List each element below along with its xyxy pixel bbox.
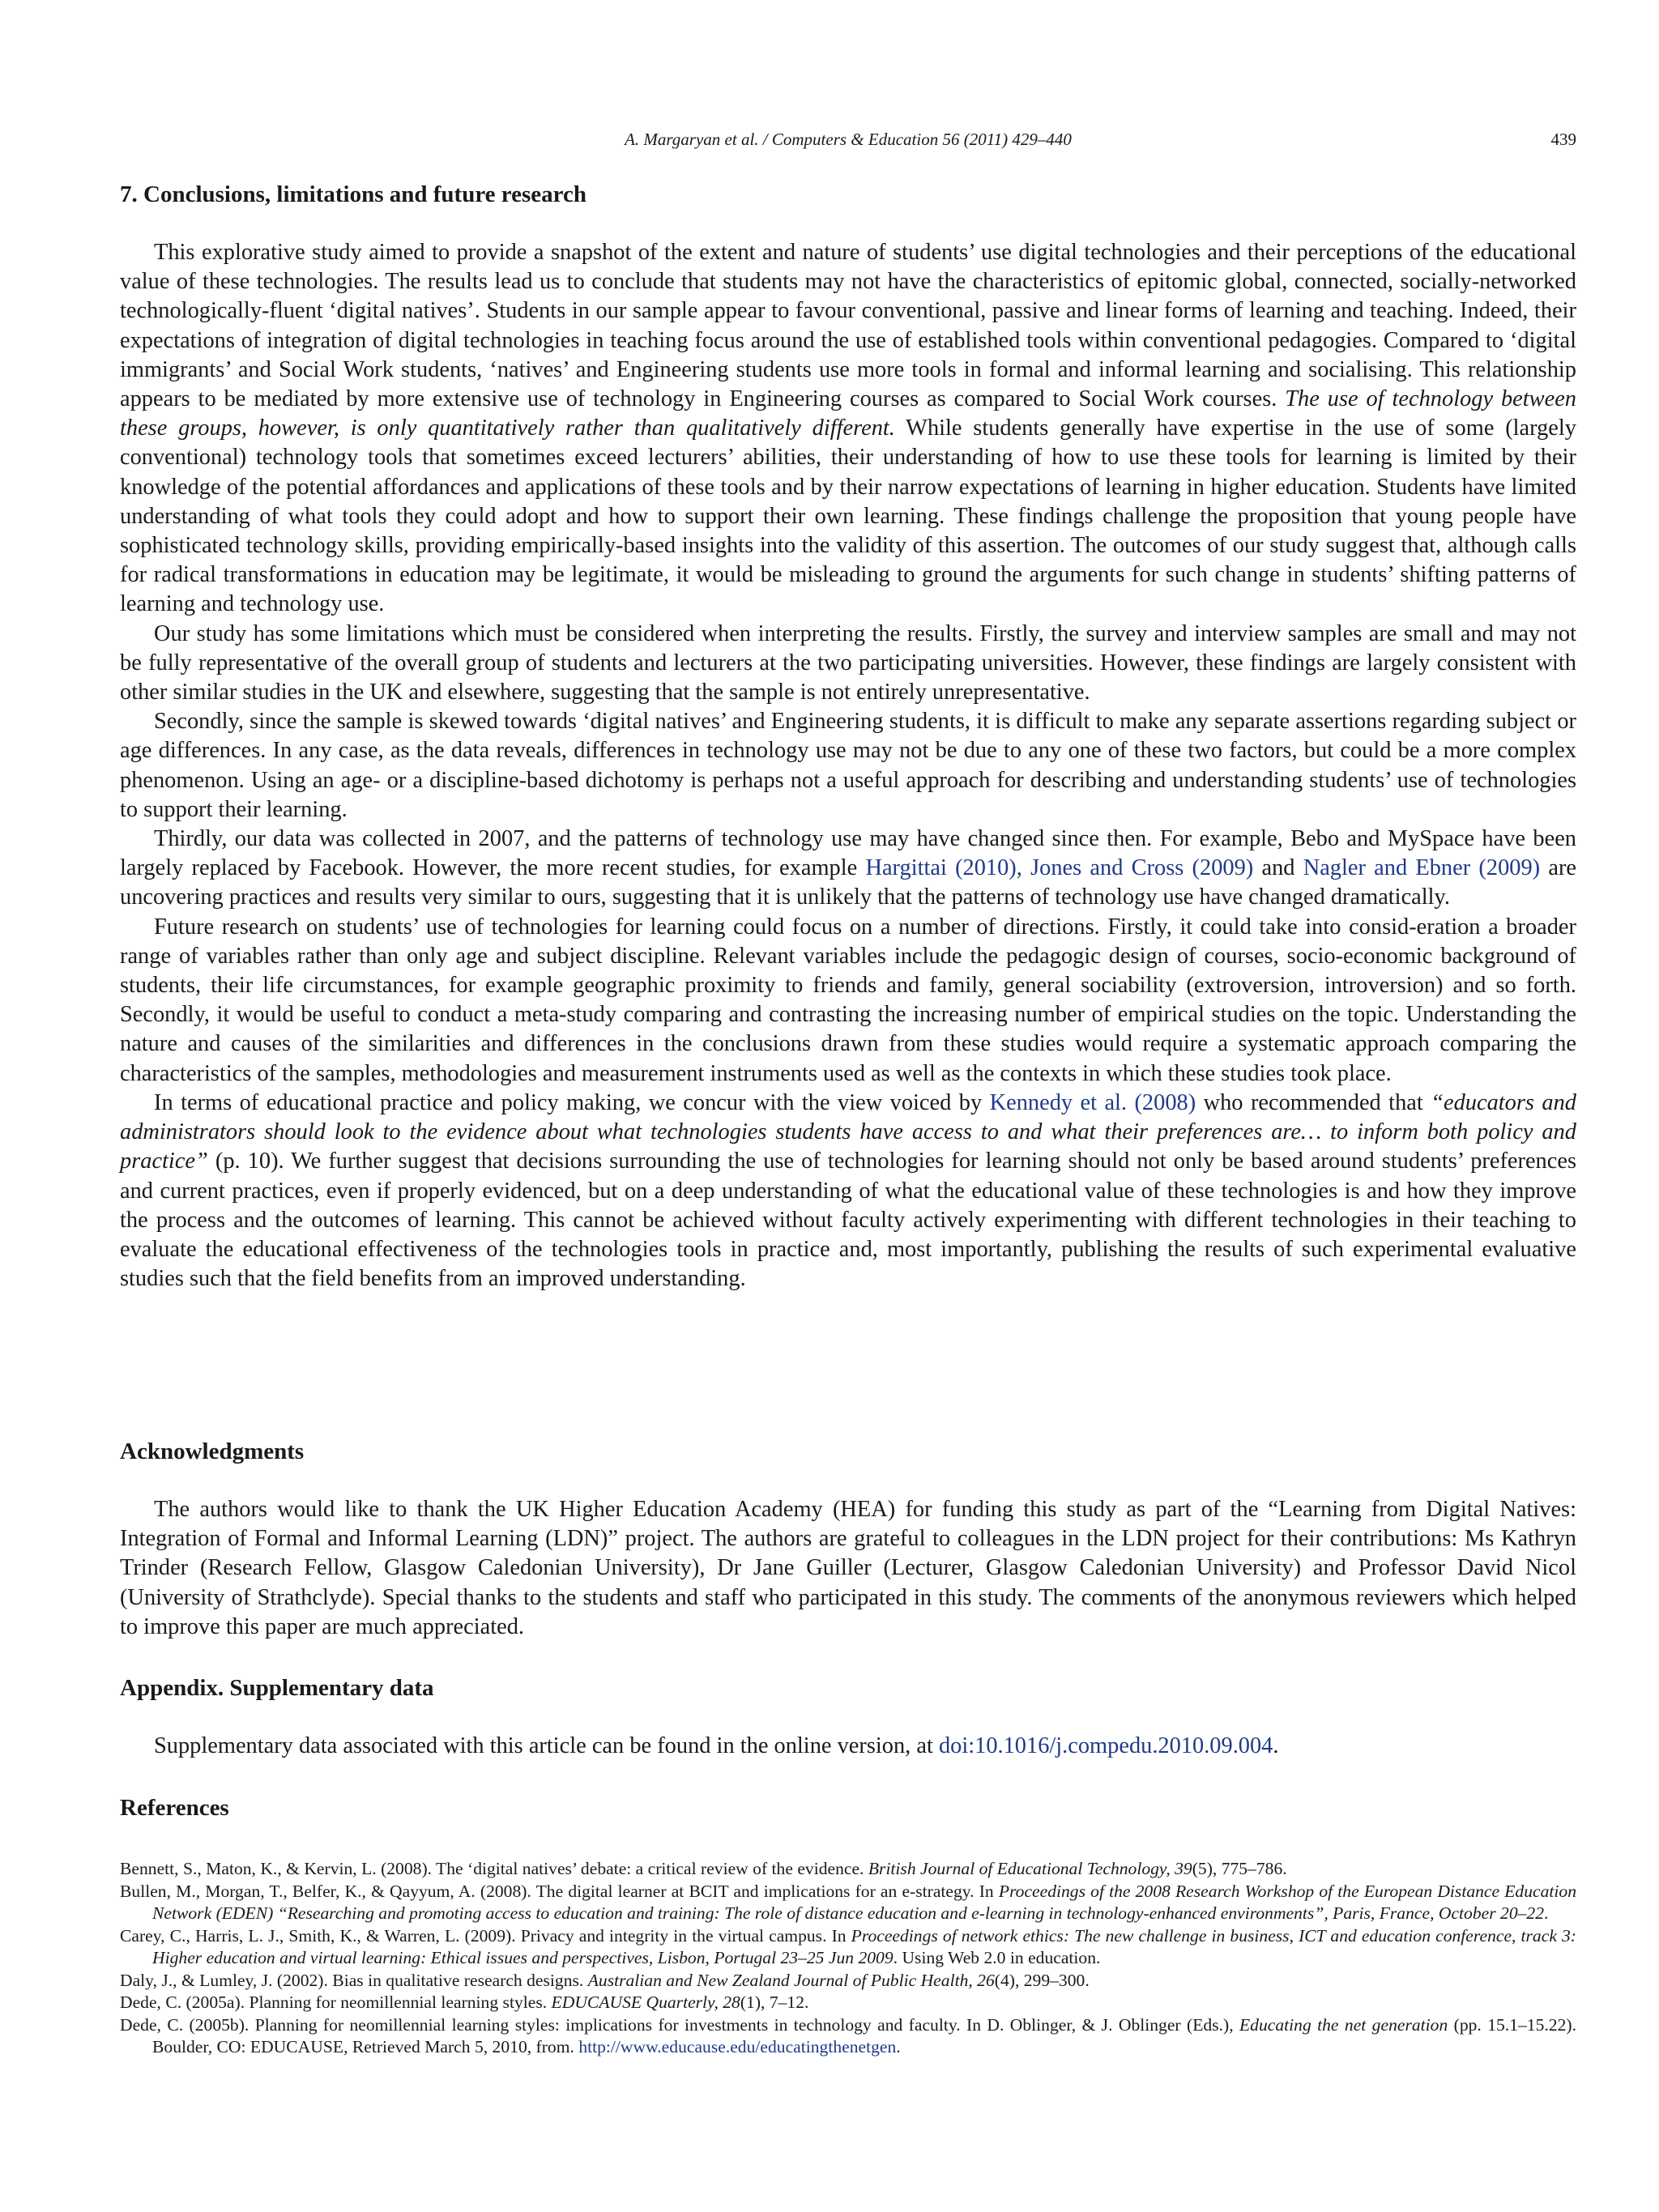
text-run: While students generally have expertise in the use of some (largely conventional) technology tools that sometimes exceed lecturers’ abilities, their understanding of how to use these tools for learning is limited by their knowledge of the potential affordances and applications of these tools and by their narrow expectations of learning in higher education. Students have limited understanding of what tools they could adopt and how to support their own learning. These findings challenge the proposition that young people have sophisticated technology skills, providing empirically-based insights into the validity of this assertion. The outcomes of our study suggest that, although calls for radical transformations in education may be legitimate, it would be misleading to ground the arguments for such change in students’ shifting patterns of learning and technology use. [120,416,1576,617]
educause-url-link[interactable]: http://www.educause.edu/educatingthenetgen [578,2037,897,2056]
doi-link[interactable]: doi:10.1016/j.compedu.2010.09.004 [938,1733,1273,1758]
citation-link-nagler-ebner[interactable]: Nagler and Ebner (2009) [1303,855,1541,881]
text-run: (p. 10). We further suggest that decisions surrounding the use of technologies for learning should not only be based around students’ preferences and current practices, even if properly evidenced, but on a deep understanding of what the educational value of these technologies is and how they improve the process and the outcomes of learning. This cannot be achieved without faculty actively experimenting with different technologies in their teaching to evaluate the educational effectiveness of the technologies tools in practice and, most importantly, publishing the results of such experimental evaluative studies such that the field benefits from an improved understanding. [120,1149,1576,1292]
text-run: This explorative study aimed to provide a snapshot of the extent and nature of students’ use digital technologies and their perceptions of the educational value of these technologies. The results lead us to conclude that students may not have the characteristics of epitomic global, connected, socially-networked technologically-fluent ‘digital natives’. Students in our sample appear to favour conventional, passive and linear forms of learning and teaching. Indeed, their expectations of integration of digital technologies in teaching focus around the use of established tools within conventional pedagogies. Compared to ‘digital immigrants’ and Social Work students, ‘natives’ and Engineering students use more tools in formal and informal learning and socialising. This relationship appears to be mediated by more extensive use of technology in Engineering courses as compared to Social Work courses. [120,240,1576,412]
text-run: and [1253,855,1303,881]
conclusions-body [120,238,1576,1294]
appendix-paragraph [120,1732,1576,1761]
reference-item [120,1970,1576,1993]
text-run: . [1544,1903,1549,1923]
text-run: Dede, C. (2005b). Planning for neomillennial learning styles: implications for investments in technology and faculty. In D. Oblinger, & J. Oblinger (Eds.), [120,2014,1239,2035]
italic-text-run: Australian and New Zealand Journal of Public Health, 26 [587,1970,995,1990]
italic-text-run: EDUCAUSE Quarterly, 28 [551,1993,740,2012]
text-run: Bennett, S., Maton, K., & Kervin, L. (2008). The ‘digital natives’ debate: a critical review of the evidence. [120,1859,868,1878]
section-heading-acknowledgments: Acknowledgments [120,1438,305,1464]
text-run: (5), 775–786. [1192,1859,1287,1878]
text-run: . [896,2037,901,2056]
text-run: who recommended that [1196,1089,1431,1115]
text-run: Carey, C., Harris, L. J., Smith, K., & Warren, L. (2009). Privacy and integrity in the virtual campus. In [120,1925,851,1946]
text-run: . [1273,1733,1279,1758]
italic-text-run: The use of technology between these groups, however, is only quantitatively rather than qualitatively different. [120,386,1577,441]
page-number: 439 [1550,130,1576,149]
text-run: . Using Web 2.0 in education. [893,1948,1101,1967]
conclusions-paragraph-3: Secondly, since the sample is skewed towards ‘digital natives’ and Engineering students, it is difficult to make any separate assertions regarding subject or age differences. In any case, as the data reveals, differences in technology use may not be due to any one of these two factors, but could be a more complex phenomenon. Using an age- or a discipline-based dichotomy is perhaps not a useful approach for describing and understanding students’ use of technologies to support their learning. [120,709,1576,822]
section-heading-appendix: Appendix. Supplementary data [120,1675,434,1701]
conclusions-paragraph-5: Future research on students’ use of technologies for learning could focus on a number of directions. Firstly, it could take into consid-eration a broader range of variables rather than only age and subject discipline. Relevant variables include the pedagogic design of courses, socio-economic background of students, their life circumstances, for example geographic proximity to friends and family, general sociability (extroversion, introversion) and so forth. Secondly, it would be useful to conduct a meta-study comparing and contrasting the increasing number of empirical studies on the topic. Understanding the nature and causes of the similarities and differences in the conclusions drawn from these studies would require a systematic approach comparing the characteristics of the samples, methodologies and measurement instruments used as well as the contexts in which these studies took place. [120,914,1576,1086]
running-header [120,130,1576,154]
conclusions-paragraph-2: Our study has some limitations which must be considered when interpreting the results. Firstly, the survey and interview samples are small and may not be fully representative of the overall group of students and lecturers at the two participating universities. However, these findings are largely consistent with other similar studies in the UK and elsewhere, suggesting that the sample is not entirely unrepresentative. [120,620,1576,705]
section-heading-conclusions: 7. Conclusions, limitations and future research [120,181,587,207]
text-run: Supplementary data associated with this article can be found in the online version, at [154,1733,939,1758]
text-run: Daly, J., & Lumley, J. (2002). Bias in qualitative research designs. [120,1970,588,1990]
text-run: (4), 299–300. [994,1970,1090,1990]
section-heading-references: References [120,1795,229,1821]
italic-text-run: Proceedings of network ethics: The new challenge in business, ICT and education conference, track 3: Higher education and virtual learning: Ethical issues and perspectives, Lisbon, Portugal 23–25 Jun 2009 [152,1925,1576,1967]
citation-link-hargittai-jones-cross[interactable]: Hargittai (2010), Jones and Cross (2009) [865,855,1254,881]
acknowledgments-body [120,1495,1576,1642]
text-run: Thirdly, our data was collected in 2007, and the patterns of technology use may have changed since then. For example, Bebo and MySpace have been largely replaced by Facebook. However, the more recent studies, for example [120,826,1576,881]
reference-item [120,1925,1576,1970]
text-run: (1), 7–12. [740,1993,809,2012]
conclusions-paragraph-1 [120,238,1576,620]
text-run: In terms of educational practice and policy making, we concur with the view voiced by [154,1089,990,1115]
italic-text-run: Proceedings of the 2008 Research Workshop of the European Distance Education Network (EDEN) “Researching and promoting access to education and training: The role of distance education and e-learning in technology-enhanced environments”, Paris, France, October 20–22 [152,1881,1577,1923]
conclusions-paragraph-6 [120,1089,1576,1294]
text-run: (pp. 15.1–15.22). Boulder, CO: EDUCAUSE, Retrieved March 5, 2010, from. [152,2014,1576,2056]
conclusions-paragraph-4 [120,825,1576,913]
italic-text-run: Educating the net generation [1239,2014,1448,2035]
reference-item [120,1992,1576,2014]
appendix-body [120,1732,1576,1761]
reference-list [120,1858,1576,2059]
text-run: are uncovering practices and results very similar to ours, suggesting that it is unlikely that the patterns of technology use have changed dramatically. [120,855,1576,910]
text-run: Bullen, M., Morgan, T., Belfer, K., & Qayyum, A. (2008). The digital learner at BCIT and implications for an e-strategy. In [120,1881,999,1901]
reference-item [120,1881,1576,1925]
acknowledgments-paragraph: The authors would like to thank the UK Higher Education Academy (HEA) for funding this study as part of the “Learning from Digital Natives: Integration of Formal and Informal Learning (LDN)” project. The authors are grateful to colleagues in the LDN project for their contributions: Ms Kathryn Trinder (Research Fellow, Glasgow Caledonian University), Dr Jane Guiller (Lecturer, Glasgow Caledonian University) and Professor David Nicol (University of Strathclyde). Special thanks to the students and staff who participated in this study. The comments of the anonymous reviewers which helped to improve this paper are much appreciated. [120,1497,1576,1639]
italic-text-run: British Journal of Educational Technology, 39 [868,1859,1192,1878]
quoted-text: “educators and administrators should look to the evidence about what technologies students have access to and what their preferences are… to inform both policy and practice” [120,1089,1576,1174]
reference-item [120,1858,1576,1881]
running-title: A. Margaryan et al. / Computers & Education 56 (2011) 429–440 [625,130,1072,149]
citation-link-kennedy[interactable]: Kennedy et al. (2008) [989,1089,1196,1115]
text-run: Dede, C. (2005a). Planning for neomillennial learning styles. [120,1993,552,2012]
reference-item [120,2014,1576,2059]
